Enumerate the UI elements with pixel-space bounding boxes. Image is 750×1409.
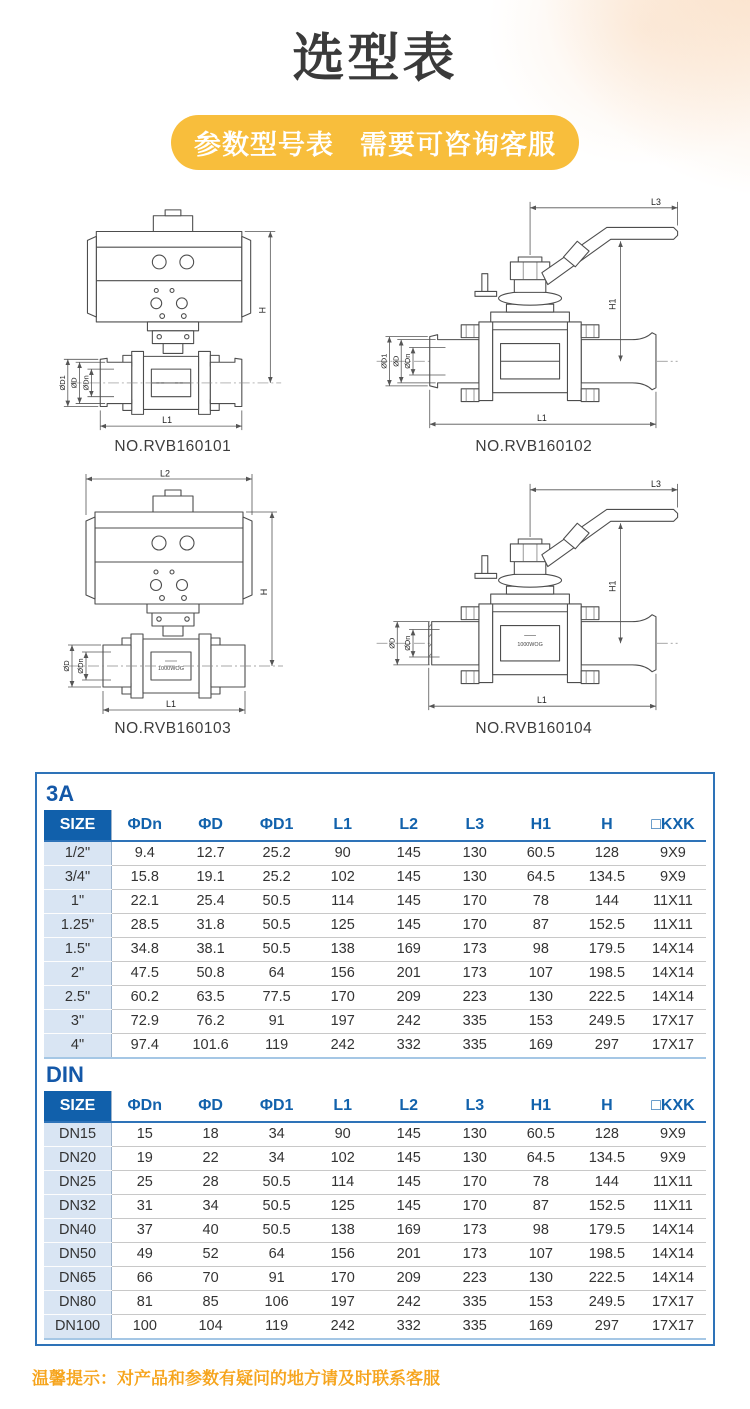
value-cell: 170 xyxy=(442,1195,508,1219)
value-cell: 25.2 xyxy=(244,841,310,866)
value-cell: 9.4 xyxy=(112,841,178,866)
column-header: ΦDn xyxy=(112,1091,178,1122)
column-header: ΦD1 xyxy=(244,810,310,841)
value-cell: 173 xyxy=(442,962,508,986)
size-cell: 2.5" xyxy=(44,986,112,1010)
table-row xyxy=(44,1034,706,1059)
value-cell: 144 xyxy=(574,1171,640,1195)
value-cell: 38.1 xyxy=(178,938,244,962)
value-cell: 107 xyxy=(508,962,574,986)
value-cell: 197 xyxy=(310,1291,376,1315)
value-cell: 40 xyxy=(178,1219,244,1243)
value-cell: 17X17 xyxy=(640,1315,706,1340)
column-header: H1 xyxy=(508,810,574,841)
value-cell: 242 xyxy=(310,1315,376,1340)
header-row xyxy=(44,1091,706,1122)
dim-label-l1: L1 xyxy=(162,415,172,426)
value-cell: 104 xyxy=(178,1315,244,1340)
value-cell: 209 xyxy=(376,1267,442,1291)
value-cell: 223 xyxy=(442,1267,508,1291)
column-header: H xyxy=(574,810,640,841)
size-column-header: SIZE xyxy=(44,1091,112,1122)
value-cell: 14X14 xyxy=(640,962,706,986)
value-cell: 25 xyxy=(112,1171,178,1195)
spec-table-din xyxy=(44,1091,706,1340)
table-row xyxy=(44,1219,706,1243)
drawing-cell-rvb160101 xyxy=(14,196,332,456)
value-cell: 179.5 xyxy=(574,1219,640,1243)
spec-table-3a xyxy=(44,810,706,1059)
value-cell: 37 xyxy=(112,1219,178,1243)
column-header: ΦDn xyxy=(112,810,178,841)
table-title-3a: 3A xyxy=(46,781,75,806)
value-cell: 249.5 xyxy=(574,1010,640,1034)
value-cell: 130 xyxy=(442,1147,508,1171)
dim-label-dn: ØDn xyxy=(81,375,91,391)
value-cell: 91 xyxy=(244,1010,310,1034)
dim-label-h1: H1 xyxy=(607,580,618,592)
value-cell: 64 xyxy=(244,1243,310,1267)
value-cell: 50.5 xyxy=(244,890,310,914)
value-cell: 145 xyxy=(376,1122,442,1147)
value-cell: 242 xyxy=(376,1291,442,1315)
value-cell: 25.4 xyxy=(178,890,244,914)
value-cell: 60.2 xyxy=(112,986,178,1010)
dim-label-l3: L3 xyxy=(650,196,661,207)
value-cell: 72.9 xyxy=(112,1010,178,1034)
dim-label-dn: ØDn xyxy=(402,353,412,369)
dim-label-l1: L1 xyxy=(536,695,547,706)
value-cell: 201 xyxy=(376,962,442,986)
header-row xyxy=(44,810,706,841)
value-cell: 128 xyxy=(574,1122,640,1147)
size-cell: DN20 xyxy=(44,1147,112,1171)
value-cell: 70 xyxy=(178,1267,244,1291)
value-cell: 14X14 xyxy=(640,1243,706,1267)
value-cell: 145 xyxy=(376,841,442,866)
value-cell: 50.8 xyxy=(178,962,244,986)
value-cell: 169 xyxy=(508,1034,574,1059)
value-cell: 130 xyxy=(508,1267,574,1291)
column-header: L1 xyxy=(310,1091,376,1122)
column-header: H1 xyxy=(508,1091,574,1122)
value-cell: 201 xyxy=(376,1243,442,1267)
value-cell: 152.5 xyxy=(574,1195,640,1219)
value-cell: 222.5 xyxy=(574,986,640,1010)
table-row xyxy=(44,1243,706,1267)
drawing-cell-rvb160104 xyxy=(332,468,736,738)
value-cell: 18 xyxy=(178,1122,244,1147)
dim-label-dn: ØDn xyxy=(402,635,412,651)
column-header: L2 xyxy=(376,1091,442,1122)
dim-label-l1: L1 xyxy=(536,413,547,424)
value-cell: 249.5 xyxy=(574,1291,640,1315)
value-cell: 170 xyxy=(310,986,376,1010)
value-cell: 14X14 xyxy=(640,938,706,962)
value-cell: 332 xyxy=(376,1315,442,1340)
table-row xyxy=(44,1122,706,1147)
column-header: □KXK xyxy=(640,1091,706,1122)
value-cell: 335 xyxy=(442,1034,508,1059)
value-cell: 297 xyxy=(574,1034,640,1059)
value-cell: 15 xyxy=(112,1122,178,1147)
table-row xyxy=(44,866,706,890)
value-cell: 145 xyxy=(376,890,442,914)
value-cell: 152.5 xyxy=(574,914,640,938)
value-cell: 170 xyxy=(442,890,508,914)
table-row xyxy=(44,1267,706,1291)
value-cell: 98 xyxy=(508,938,574,962)
value-cell: 25.2 xyxy=(244,866,310,890)
footer-note: 温馨提示：对产品和参数有疑问的地方请及时联系客服 xyxy=(32,1369,440,1388)
valve-drawing-rvb160104 xyxy=(364,478,704,718)
value-cell: 14X14 xyxy=(640,1267,706,1291)
value-cell: 242 xyxy=(310,1034,376,1059)
value-cell: 106 xyxy=(244,1291,310,1315)
table-row xyxy=(44,986,706,1010)
value-cell: 50.5 xyxy=(244,914,310,938)
value-cell: 169 xyxy=(508,1315,574,1340)
size-cell: 1.25" xyxy=(44,914,112,938)
size-cell: DN32 xyxy=(44,1195,112,1219)
dim-label-d: ØD xyxy=(391,355,401,367)
value-cell: 128 xyxy=(574,841,640,866)
size-cell: 3/4" xyxy=(44,866,112,890)
size-cell: DN25 xyxy=(44,1171,112,1195)
table-row xyxy=(44,1147,706,1171)
subtitle-banner xyxy=(171,115,579,170)
value-cell: 169 xyxy=(376,938,442,962)
column-header: ΦD xyxy=(178,810,244,841)
drawing-caption: NO.RVB160102 xyxy=(475,438,593,455)
value-cell: 97.4 xyxy=(112,1034,178,1059)
value-cell: 15.8 xyxy=(112,866,178,890)
valve-drawing-rvb160101 xyxy=(54,202,292,436)
value-cell: 87 xyxy=(508,914,574,938)
value-cell: 173 xyxy=(442,1243,508,1267)
value-cell: 130 xyxy=(508,986,574,1010)
valve-body-rating: 1000WOG xyxy=(157,666,184,672)
value-cell: 11X11 xyxy=(640,1195,706,1219)
dim-label-d: ØD xyxy=(387,637,397,649)
value-cell: 22 xyxy=(178,1147,244,1171)
dim-label-d1: ØD1 xyxy=(57,375,67,391)
value-cell: 50.5 xyxy=(244,1219,310,1243)
value-cell: 90 xyxy=(310,841,376,866)
value-cell: 130 xyxy=(442,841,508,866)
value-cell: 119 xyxy=(244,1315,310,1340)
value-cell: 64 xyxy=(244,962,310,986)
value-cell: 114 xyxy=(310,890,376,914)
value-cell: 145 xyxy=(376,914,442,938)
size-cell: 1/2" xyxy=(44,841,112,866)
column-header: L3 xyxy=(442,810,508,841)
value-cell: 145 xyxy=(376,1195,442,1219)
value-cell: 66 xyxy=(112,1267,178,1291)
value-cell: 153 xyxy=(508,1291,574,1315)
table-row xyxy=(44,1315,706,1340)
value-cell: 98 xyxy=(508,1219,574,1243)
value-cell: 77.5 xyxy=(244,986,310,1010)
value-cell: 173 xyxy=(442,938,508,962)
value-cell: 156 xyxy=(310,962,376,986)
value-cell: 197 xyxy=(310,1010,376,1034)
banner-text-left: 参数型号表 xyxy=(194,130,334,160)
value-cell: 64.5 xyxy=(508,866,574,890)
value-cell: 90 xyxy=(310,1122,376,1147)
value-cell: 101.6 xyxy=(178,1034,244,1059)
table-row xyxy=(44,1195,706,1219)
value-cell: 179.5 xyxy=(574,938,640,962)
value-cell: 145 xyxy=(376,1147,442,1171)
technical-drawings-grid xyxy=(0,196,750,738)
column-header: ΦD1 xyxy=(244,1091,310,1122)
drawing-cell-rvb160103 xyxy=(14,468,332,738)
column-header: L2 xyxy=(376,810,442,841)
value-cell: 332 xyxy=(376,1034,442,1059)
value-cell: 28.5 xyxy=(112,914,178,938)
dim-label-h: H xyxy=(258,588,269,596)
value-cell: 47.5 xyxy=(112,962,178,986)
size-cell: DN15 xyxy=(44,1122,112,1147)
value-cell: 297 xyxy=(574,1315,640,1340)
value-cell: 335 xyxy=(442,1291,508,1315)
dim-label-h1: H1 xyxy=(607,298,618,310)
size-cell: 1" xyxy=(44,890,112,914)
value-cell: 76.2 xyxy=(178,1010,244,1034)
value-cell: 170 xyxy=(310,1267,376,1291)
value-cell: 49 xyxy=(112,1243,178,1267)
drawing-caption: NO.RVB160101 xyxy=(114,438,232,455)
value-cell: 145 xyxy=(376,1171,442,1195)
value-cell: 138 xyxy=(310,938,376,962)
value-cell: 52 xyxy=(178,1243,244,1267)
value-cell: 130 xyxy=(442,866,508,890)
size-cell: DN65 xyxy=(44,1267,112,1291)
drawing-caption: NO.RVB160104 xyxy=(475,720,593,737)
size-cell: 2" xyxy=(44,962,112,986)
column-header: □KXK xyxy=(640,810,706,841)
dim-label-l2: L2 xyxy=(159,468,170,479)
table-title-din: DIN xyxy=(46,1062,84,1087)
value-cell: 102 xyxy=(310,866,376,890)
value-cell: 125 xyxy=(310,1195,376,1219)
value-cell: 119 xyxy=(244,1034,310,1059)
value-cell: 34 xyxy=(244,1147,310,1171)
value-cell: 17X17 xyxy=(640,1291,706,1315)
value-cell: 31.8 xyxy=(178,914,244,938)
value-cell: 78 xyxy=(508,1171,574,1195)
value-cell: 81 xyxy=(112,1291,178,1315)
value-cell: 223 xyxy=(442,986,508,1010)
value-cell: 145 xyxy=(376,866,442,890)
valve-body-rating: 1000WOG xyxy=(517,642,543,649)
size-cell: DN50 xyxy=(44,1243,112,1267)
column-header: H xyxy=(574,1091,640,1122)
value-cell: 134.5 xyxy=(574,866,640,890)
dim-label-d: ØD xyxy=(61,660,71,672)
spec-tables-box xyxy=(35,772,715,1346)
table-row xyxy=(44,1171,706,1195)
value-cell: 156 xyxy=(310,1243,376,1267)
value-cell: 134.5 xyxy=(574,1147,640,1171)
value-cell: 9X9 xyxy=(640,1147,706,1171)
value-cell: 169 xyxy=(376,1219,442,1243)
value-cell: 28 xyxy=(178,1171,244,1195)
value-cell: 198.5 xyxy=(574,962,640,986)
value-cell: 9X9 xyxy=(640,841,706,866)
value-cell: 60.5 xyxy=(508,841,574,866)
column-header: ΦD xyxy=(178,1091,244,1122)
size-cell: 4" xyxy=(44,1034,112,1059)
value-cell: 170 xyxy=(442,914,508,938)
value-cell: 17X17 xyxy=(640,1034,706,1059)
value-cell: 144 xyxy=(574,890,640,914)
value-cell: 11X11 xyxy=(640,1171,706,1195)
value-cell: 11X11 xyxy=(640,890,706,914)
value-cell: 78 xyxy=(508,890,574,914)
value-cell: 335 xyxy=(442,1010,508,1034)
value-cell: 14X14 xyxy=(640,986,706,1010)
size-cell: DN100 xyxy=(44,1315,112,1340)
table-row xyxy=(44,890,706,914)
table-row xyxy=(44,841,706,866)
value-cell: 63.5 xyxy=(178,986,244,1010)
value-cell: 11X11 xyxy=(640,914,706,938)
page-title: 选型表 xyxy=(292,30,458,88)
value-cell: 9X9 xyxy=(640,1122,706,1147)
value-cell: 64.5 xyxy=(508,1147,574,1171)
table-row xyxy=(44,1010,706,1034)
value-cell: 242 xyxy=(376,1010,442,1034)
value-cell: 114 xyxy=(310,1171,376,1195)
dim-label-l1: L1 xyxy=(165,699,176,709)
value-cell: 85 xyxy=(178,1291,244,1315)
value-cell: 100 xyxy=(112,1315,178,1340)
value-cell: 31 xyxy=(112,1195,178,1219)
value-cell: 50.5 xyxy=(244,938,310,962)
valve-drawing-rvb160103 xyxy=(53,468,293,718)
drawing-cell-rvb160102 xyxy=(332,196,736,456)
value-cell: 19.1 xyxy=(178,866,244,890)
dim-label-d1: ØD1 xyxy=(379,353,389,369)
value-cell: 87 xyxy=(508,1195,574,1219)
value-cell: 173 xyxy=(442,1219,508,1243)
size-column-header: SIZE xyxy=(44,810,112,841)
value-cell: 198.5 xyxy=(574,1243,640,1267)
size-cell: DN40 xyxy=(44,1219,112,1243)
value-cell: 50.5 xyxy=(244,1195,310,1219)
dim-label-l3: L3 xyxy=(650,478,661,489)
size-cell: 3" xyxy=(44,1010,112,1034)
column-header: L1 xyxy=(310,810,376,841)
value-cell: 17X17 xyxy=(640,1010,706,1034)
table-row xyxy=(44,1291,706,1315)
dim-label-h: H xyxy=(257,306,268,314)
value-cell: 153 xyxy=(508,1010,574,1034)
value-cell: 14X14 xyxy=(640,1219,706,1243)
value-cell: 138 xyxy=(310,1219,376,1243)
value-cell: 130 xyxy=(442,1122,508,1147)
column-header: L3 xyxy=(442,1091,508,1122)
dim-label-dn: ØDn xyxy=(75,658,85,674)
value-cell: 125 xyxy=(310,914,376,938)
spec-table-din-container xyxy=(44,1091,706,1340)
table-row xyxy=(44,962,706,986)
valve-drawing-rvb160102 xyxy=(364,196,704,436)
spec-table-3a-container xyxy=(44,810,706,1059)
table-row xyxy=(44,914,706,938)
value-cell: 22.1 xyxy=(112,890,178,914)
value-cell: 9X9 xyxy=(640,866,706,890)
value-cell: 19 xyxy=(112,1147,178,1171)
value-cell: 222.5 xyxy=(574,1267,640,1291)
size-cell: 1.5" xyxy=(44,938,112,962)
value-cell: 335 xyxy=(442,1315,508,1340)
value-cell: 170 xyxy=(442,1171,508,1195)
value-cell: 60.5 xyxy=(508,1122,574,1147)
value-cell: 34 xyxy=(244,1122,310,1147)
banner-text-right: 需要可咨询客服 xyxy=(360,130,556,160)
size-cell: DN80 xyxy=(44,1291,112,1315)
value-cell: 34 xyxy=(178,1195,244,1219)
table-row xyxy=(44,938,706,962)
value-cell: 209 xyxy=(376,986,442,1010)
value-cell: 50.5 xyxy=(244,1171,310,1195)
value-cell: 91 xyxy=(244,1267,310,1291)
value-cell: 102 xyxy=(310,1147,376,1171)
dim-label-d: ØD xyxy=(69,377,79,389)
value-cell: 12.7 xyxy=(178,841,244,866)
drawing-caption: NO.RVB160103 xyxy=(114,720,232,737)
value-cell: 34.8 xyxy=(112,938,178,962)
value-cell: 107 xyxy=(508,1243,574,1267)
